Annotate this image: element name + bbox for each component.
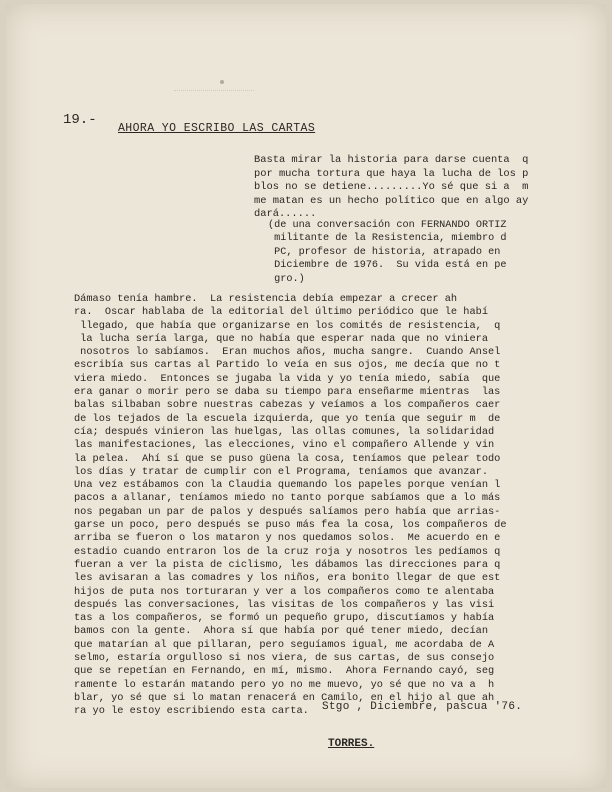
body-line: las manifestaciones, las elecciones, vino el compañero Allende y vin: [74, 439, 495, 452]
body-line: la pelea. Ahí sí que se puso güena la cosa, teníamos que pelear todo: [74, 452, 501, 465]
author-signature: TORRES.: [328, 738, 375, 750]
body-line: la lucha sería larga, que no había que esperar nada que no viniera: [74, 332, 489, 345]
body-line: llegado, que había que organizarse en los comités de resistencia, q: [74, 319, 501, 332]
body-line: nosotros lo sabíamos. Eran muchos años, mucha sangre. Cuando Ansel: [74, 346, 501, 359]
body-line: nos pegaban un par de palos y después salíamos pero había que arrias-: [74, 505, 501, 518]
body-line: balas silbaban sobre nuestras cabezas y veíamos a los compañeros caer: [74, 399, 501, 412]
attribution-line: PC, profesor de historia, atrapado en: [268, 246, 501, 258]
page-number: 19.-: [63, 112, 97, 128]
attribution-line: gro.): [268, 273, 305, 285]
epigraph-line: dará......: [254, 208, 317, 221]
body-line: escribía sus cartas al Partido lo veía en sus ojos, me decía que no t: [74, 359, 501, 372]
body-line: que matarían al que pillaran, pero seguíamos igual, me acordaba de A: [74, 638, 495, 651]
body-line: era ganar o morir pero se daba su tiempo para enseñarme mientras las: [74, 386, 501, 399]
epigraph-attribution: [268, 219, 604, 286]
body-line: ramente lo estarán matando pero yo no me muevo, yo sé que no va a h: [74, 678, 495, 691]
epigraph-quote: [254, 154, 602, 222]
body-line: fueran a ver la pista de ciclismo, les dábamos las direcciones para q: [74, 558, 501, 571]
letter-body: [74, 293, 604, 719]
body-line: cía; después vinieron las huelgas, las ollas comunes, la solidaridad: [74, 425, 495, 438]
epigraph-line: por mucha tortura que haya la lucha de los p: [254, 167, 529, 180]
body-line: Dámaso tenía hambre. La resistencia debía empezar a crecer ah: [74, 293, 458, 305]
attribution-line: Diciembre de 1976. Su vida está en pe: [268, 260, 507, 272]
body-line: Una vez estábamos con la Claudia quemando los papeles porque venían l: [74, 479, 501, 492]
body-line: arriba se fueron o los mataron y nos quedamos solos. Me acuerdo en e: [74, 532, 501, 545]
body-line: estadio cuando entraron los de la cruz roja y nosotros les pedíamos q: [74, 545, 501, 558]
body-line: blar, yo sé que si lo matan renacerá en Camilo, en el hijo al que ah: [74, 691, 495, 704]
body-line: ra yo le estoy escribiendo esta carta.: [74, 705, 309, 718]
body-line: los días y tratar de cumplir con el Programa, teníamos que avanzar.: [74, 465, 489, 478]
body-line: que se repetían en Fernando, en mí, mismo. Ahora Fernando cayó, seg: [74, 665, 495, 678]
body-line: tas a los compañeros, se formó un pequeño grupo, discutíamos y había: [74, 612, 495, 625]
body-line: pacos a allanar, teníamos miedo no tanto porque sabíamos que a lo más: [74, 492, 501, 505]
epigraph-line: blos no se detiene.........Yo sé que si a m: [254, 181, 529, 194]
body-line: viera miedo. Entonces se jugaba la vida y yo tenía miedo, sabía que: [74, 372, 501, 385]
epigraph-line: Basta mirar la historia para darse cuenta q: [254, 154, 529, 166]
page-title: AHORA YO ESCRIBO LAS CARTAS: [118, 122, 316, 135]
attribution-line: (de una conversación con FERNANDO ORTIZ: [268, 220, 507, 231]
faded-dot-mark: [220, 80, 224, 84]
body-line: bamos con la gente. Ahora sí que había por qué tener miedo, decían: [74, 625, 489, 638]
body-line: de los tejados de la escuela izquierda, que yo tenía que seguir m de: [74, 412, 501, 425]
body-line: ra. Oscar hablaba de la editorial del último periódico que le habí: [74, 306, 489, 319]
body-line: hijos de puta nos torturaran y ver a los compañeros como te alentaba: [74, 585, 495, 598]
body-line: les avisaran a las comadres y los niños, era bonito llegar de que est: [74, 572, 501, 585]
body-line: selmo, estaría orgulloso si nos viera, de sus cartas, de sus consejo: [74, 652, 495, 665]
attribution-line: militante de la Resistencia, miembro d: [268, 233, 507, 245]
body-line: garse un poco, pero después se puso más fea la cosa, los compañeros de: [74, 519, 507, 532]
typewritten-page: [6, 4, 606, 788]
body-line: después las conversaciones, las visitas de los compañeros y las visi: [74, 598, 495, 611]
epigraph-line: me matan es un hecho político que en algo ay: [254, 194, 529, 207]
place-date-signoff: Stgo , Diciembre, pascua '76.: [322, 701, 523, 713]
faded-stamp-mark: [174, 76, 254, 91]
